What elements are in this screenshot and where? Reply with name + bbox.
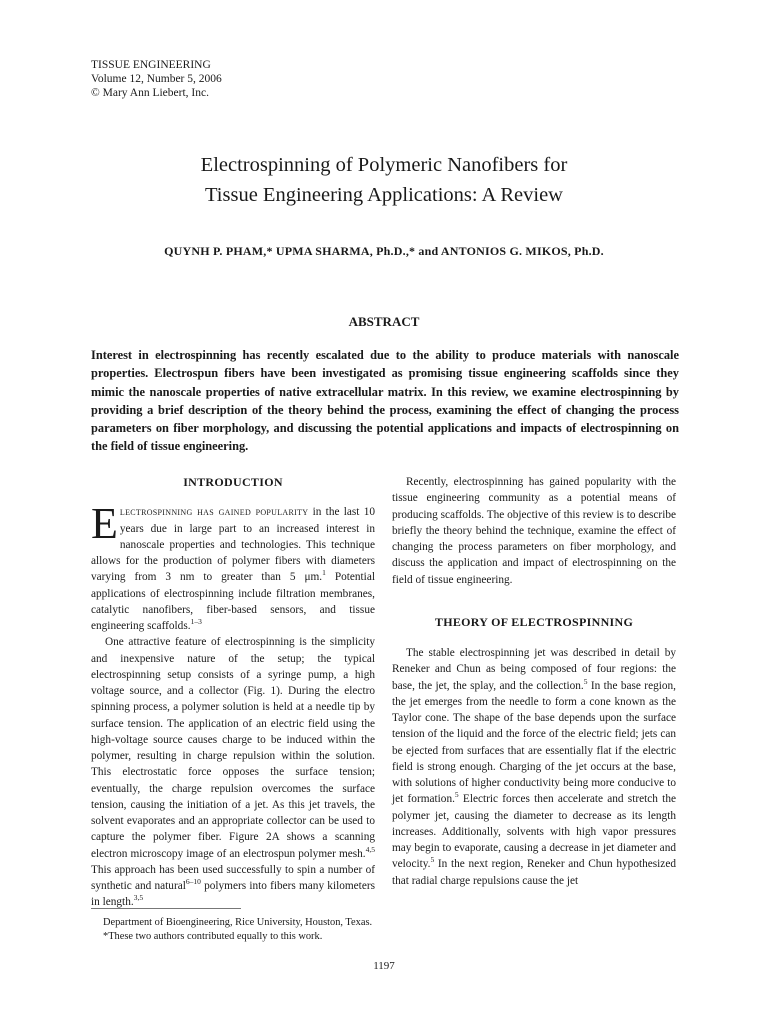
- intro-continuation-paragraph: Recently, electrospinning has gained popularity with the tissue engineering community as a potential means of producing scaffolds. The objective of this review is to describe briefly the theory behind the technique, examine the effect of changing the process parameters on fiber morphology, and discuss the application and impact of electrospinning on the field of tissue engineering.: [392, 476, 676, 586]
- introduction-paragraph-1: [91, 499, 375, 634]
- theory-p1-text-a: The stable electrospinning jet was described in detail by Reneker and Chun as being composed of four regions: the base, the jet, the splay, and the collection.: [392, 647, 676, 692]
- theory-paragraph-1: [392, 645, 676, 889]
- journal-copyright: © Mary Ann Liebert, Inc.: [91, 87, 209, 99]
- citation-superscript: 1–3: [190, 617, 202, 627]
- theory-p1-text-b: In the base region, the jet emerges from the needle to form a cone known as the Taylor cone. The shape of the base depends upon the surface tension of the liquid and the force of the electric field; jets can be ejected from surfaces that are essentially flat if the electric field is strong enough. Charging of the jet occurs at the base, with solutions of higher conductivity being more conducive to jet formation.: [392, 679, 676, 806]
- title-line-1: Electrospinning of Polymeric Nanofibers for: [200, 154, 568, 176]
- affiliation-footnote: Department of Bioengineering, Rice University, Houston, Texas.: [103, 917, 373, 928]
- drop-cap: E: [91, 499, 118, 549]
- right-column: [392, 474, 676, 889]
- journal-volume: Volume 12, Number 5, 2006: [91, 73, 222, 85]
- intro-p1-text-a: in the last 10 years due in large part to an increased interest in nanoscale properties and technologies. This technique allows for the production of polymer fibers with diameters varying from 3 nm to greater than 5 μm.: [91, 506, 375, 584]
- page-number: 1197: [373, 960, 395, 972]
- abstract-heading: ABSTRACT: [348, 314, 420, 329]
- intro-p2-text-a: One attractive feature of electrospinning is the simplicity and inexpensive nature of the setup; the typical electrospinning setup consists of a syringe pump, a high voltage source, and a collector (Fig. 1). During the electro spinning process, a polymer solution is held at a needle tip by surface tension. The application of an electric field using the high-voltage source causes charge to be induced within the polymer, resulting in charge repulsion within the solution. This electrostatic force opposes the surface tension; eventually, the charge repulsion overcomes the surface tension, causing the initiation of a jet. As this jet travels, the solvent evaporates and an appropriate collector can be used to capture the polymer fiber. Figure 2A shows a scanning electron microscopy image of an electrospun polymer mesh.: [91, 636, 375, 860]
- citation-superscript: 4,5: [365, 844, 375, 854]
- equal-contribution-footnote: *These two authors contributed equally to this work.: [103, 931, 323, 942]
- citation-superscript: 5: [430, 855, 435, 865]
- citation-superscript: 6–10: [185, 877, 201, 887]
- author-list: QUYNH P. PHAM,* UPMA SHARMA, Ph.D.,* and ANTONIOS G. MIKOS, Ph.D.: [164, 244, 604, 258]
- intro-p1-text-b: Potential applications of electrospinning include filtration membranes, catalytic nanofibers, fiber-based sensors, and tissue engineering scaffolds.: [91, 571, 375, 632]
- intro-p2-text-c: polymers into fibers many kilometers in length.: [91, 880, 375, 909]
- citation-superscript: 3,5: [133, 893, 144, 903]
- abstract-text: Interest in electrospinning has recently escalated due to the ability to produce materials with nanoscale properties. Electrospun fibers have been investigated as promising tissue engineering scaffolds since they mimic the nanoscale properties of native extracellular matrix. In this review, we examine electrospinning by providing a brief description of the theory behind the process, examining the effect of changing the process parameters on fiber morphology, and discussing the potential applications and impacts of electrospinning on the field of tissue engineering.: [91, 348, 679, 454]
- intro-p2-text-b: This approach has been used successfully to spin a number of synthetic and natural: [91, 863, 375, 892]
- left-column: [91, 474, 375, 911]
- footnote-divider: [91, 908, 241, 909]
- citation-superscript: 5: [583, 676, 588, 686]
- theory-heading: THEORY OF ELECTROSPINNING: [434, 614, 634, 629]
- citation-superscript: 5: [454, 790, 459, 800]
- footnotes: [103, 916, 372, 944]
- lead-small-caps: lectrospinning has gained popularity: [119, 506, 309, 519]
- introduction-paragraph-2: [91, 634, 375, 910]
- journal-info: [91, 58, 222, 100]
- theory-p1-text-c: Electric forces then accelerate and stretch the polymer jet, causing the diameter to decrease as its length increases. Additionally, solvents with high vapor pressures may begin to evaporate, causing a decrease in jet diameter and velocity.: [392, 793, 676, 871]
- journal-name: TISSUE ENGINEERING: [91, 59, 211, 71]
- title-line-2: Tissue Engineering Applications: A Review: [205, 184, 563, 206]
- citation-superscript: 1: [322, 568, 326, 578]
- theory-p1-text-d: In the next region, Reneker and Chun hypothesized that radial charge repulsions cause the jet: [392, 858, 676, 887]
- introduction-heading: INTRODUCTION: [183, 475, 283, 489]
- article-title: [0, 150, 768, 210]
